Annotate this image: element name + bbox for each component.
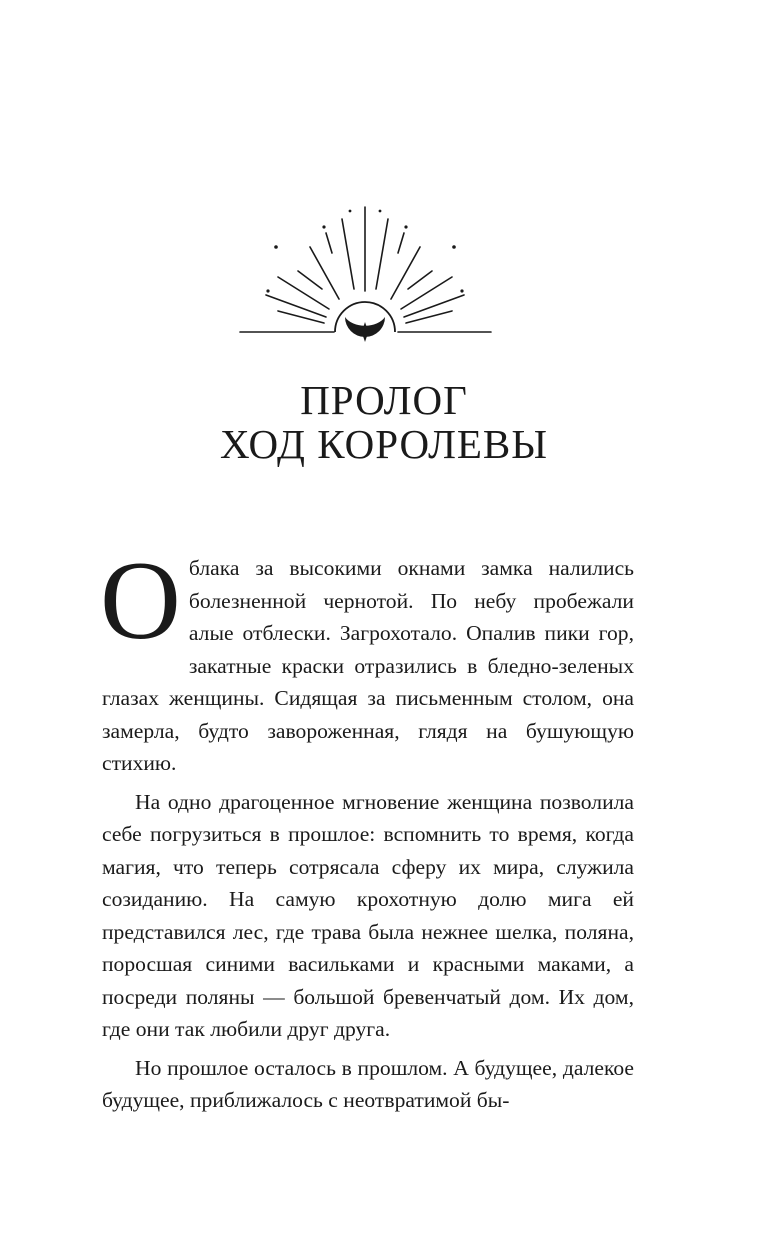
- chapter-subtitle: ХОД КОРОЛЕВЫ: [219, 421, 549, 467]
- sun-moon-icon: [238, 205, 493, 345]
- chapter-body: [100, 539, 634, 1117]
- chapter-title: ПРОЛОГ: [300, 377, 468, 423]
- paragraph-1: [100, 539, 634, 780]
- drop-cap: О: [100, 539, 181, 663]
- paragraph-2: На одно драгоценное мгновение женщина позволила себе погрузиться в прошлое: вспомнить то время, когда магия, что теперь сотрясала сферу их мира, служила созиданию. На самую крохотную долю мига ей представился лес, где трава была нежнее шелка, поляна, поросшая синими васильками и красными маками, а посреди поляны — большой бревенчатый дом. Их дом, где они так любили друг друга.: [102, 789, 634, 1041]
- paragraph-3: Но прошлое осталось в прошлом. А будущее, далекое будущее, приближалось с неотвратимой бы-: [102, 1055, 634, 1112]
- paragraph-1-text: блака за высокими окнами замка налились болезненной чернотой. По небу пробежали алые отблески. Загрохотало. Опалив пики гор, закатные краски отразились в бледно-зеленых глазах женщины. Сидящая за письменным столом, она замерла, будто завороженная, глядя на бушующую стихию.: [102, 556, 634, 775]
